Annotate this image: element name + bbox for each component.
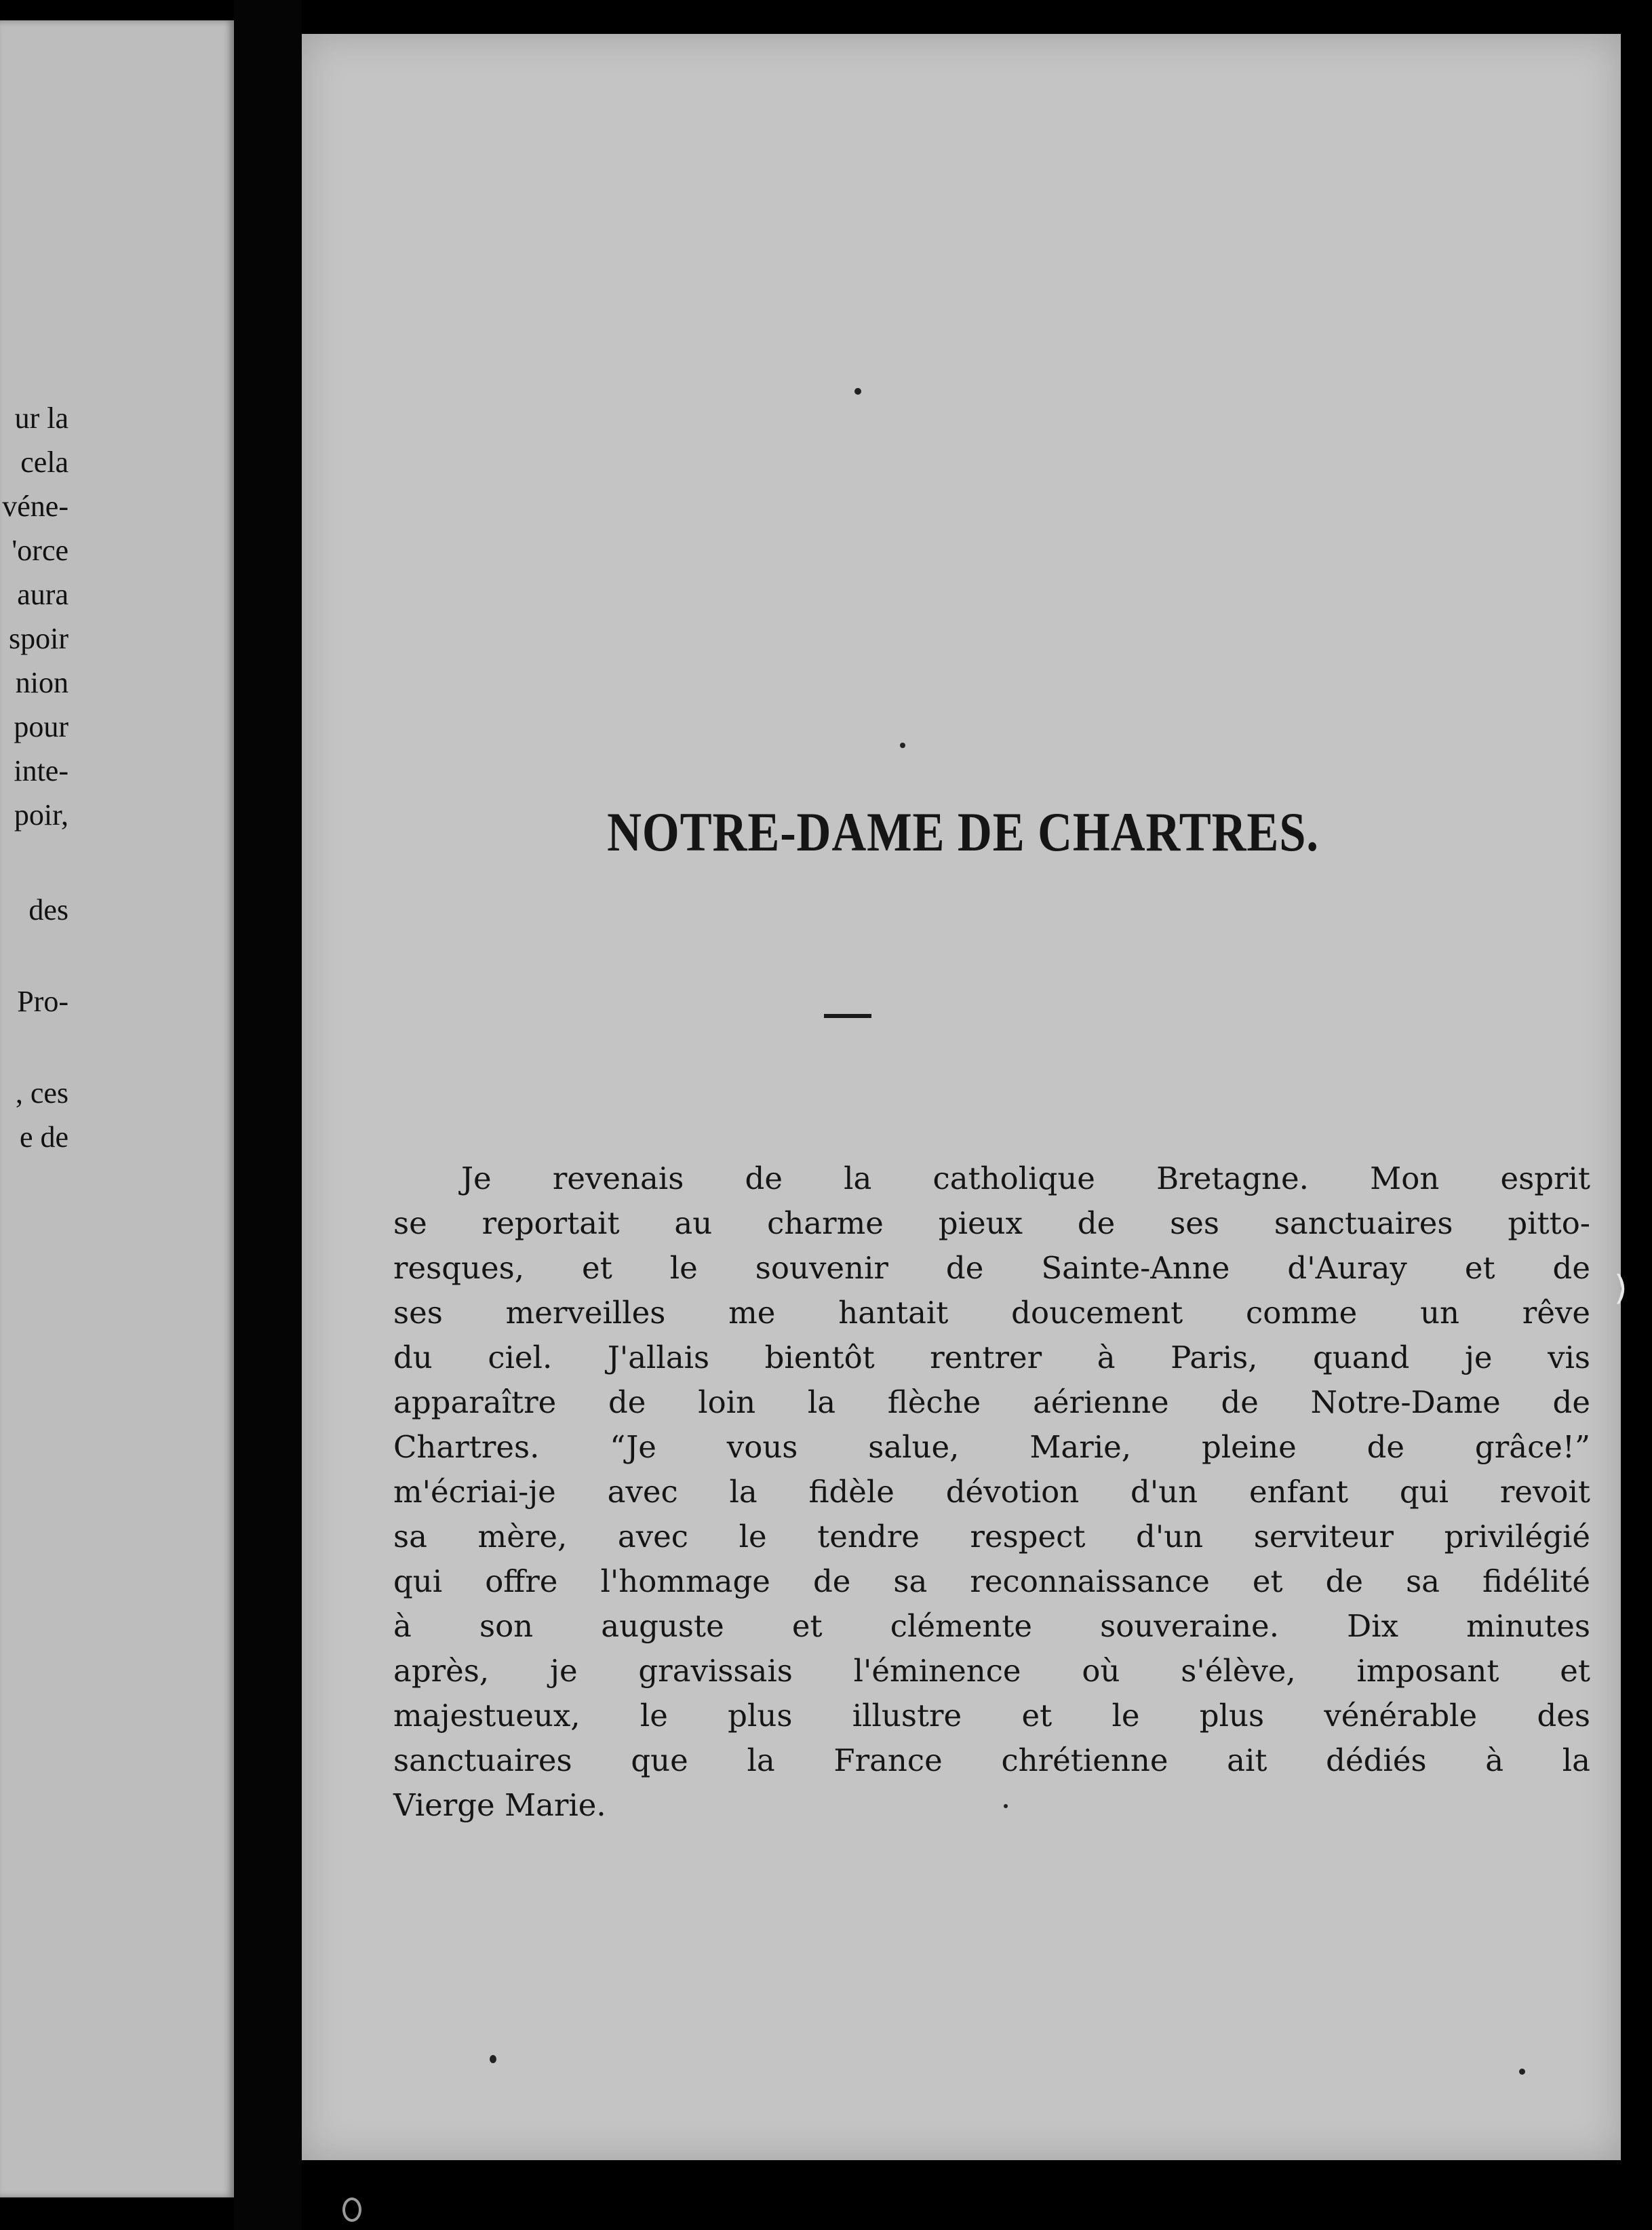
left-page-fragment: aura: [17, 578, 68, 611]
chapter-title: NOTRE-DAME DE CHARTRES.: [607, 801, 1319, 863]
left-page-fragment: des: [28, 893, 68, 926]
left-page-fragment: e de: [19, 1120, 68, 1154]
left-page-fragment: pour: [14, 710, 68, 743]
text-line: après, je gravissais l'éminence où s'élève, imposant et: [393, 1653, 1590, 1689]
text-line: sa mère, avec le tendre respect d'un serviteur privilégié: [393, 1519, 1590, 1554]
body-paragraph: [393, 1156, 1590, 1828]
paper-speck: [1519, 2069, 1525, 2075]
left-page-fragment: inte-: [14, 754, 68, 787]
paper-speck: [900, 743, 905, 748]
text-line: Vierge Marie.: [393, 1787, 606, 1823]
edge-mark: ): [1614, 1268, 1628, 1308]
paper-speck: [854, 388, 861, 395]
text-line: ses merveilles me hantait doucement comme un rêve: [393, 1295, 1590, 1331]
text-line: à son auguste et clémente souveraine. Dix minutes: [393, 1608, 1590, 1644]
left-page-fragment: 'orce: [12, 534, 68, 567]
page-gutter: [234, 0, 302, 2230]
text-line: Chartres. “Je vous salue, Marie, pleine de grâce!”: [393, 1429, 1590, 1465]
text-line: se reportait au charme pieux de ses sanctuaires pitto-: [393, 1205, 1590, 1241]
text-line: apparaître de loin la flèche aérienne de Notre-Dame de: [393, 1384, 1590, 1420]
left-page-fragment: cela: [20, 446, 68, 479]
left-page: [0, 20, 234, 2197]
paper-speck: [490, 2055, 496, 2063]
left-page-fragment: véne-: [2, 490, 68, 523]
text-line: resques, et le souvenir de Sainte-Anne d'Auray et de: [393, 1250, 1590, 1286]
text-line: m'écriai-je avec la fidèle dévotion d'un enfant qui revoit: [393, 1474, 1590, 1510]
text-line: majestueux, le plus illustre et le plus vénérable des: [393, 1698, 1590, 1734]
text-line: qui offre l'hommage de sa reconnaissance et de sa fidélité: [393, 1563, 1590, 1599]
left-page-fragment: poir,: [14, 798, 68, 832]
left-page-fragment: spoir: [9, 622, 68, 655]
paper-speck: [1004, 1804, 1008, 1808]
left-page-fragment: nion: [15, 666, 68, 699]
corner-ring-mark: [342, 2197, 361, 2222]
title-separator: [824, 1014, 871, 1018]
right-page: [302, 34, 1621, 2160]
text-line: du ciel. J'allais bientôt rentrer à Paris, quand je vis: [393, 1339, 1590, 1375]
text-line: Je revenais de la catholique Bretagne. Mon esprit: [461, 1160, 1590, 1196]
left-page-fragment: , ces: [15, 1076, 68, 1110]
left-page-fragment: Pro-: [17, 985, 68, 1018]
text-line: sanctuaires que la France chrétienne ait dédiés à la: [393, 1742, 1590, 1778]
left-page-fragment: ur la: [14, 402, 68, 435]
